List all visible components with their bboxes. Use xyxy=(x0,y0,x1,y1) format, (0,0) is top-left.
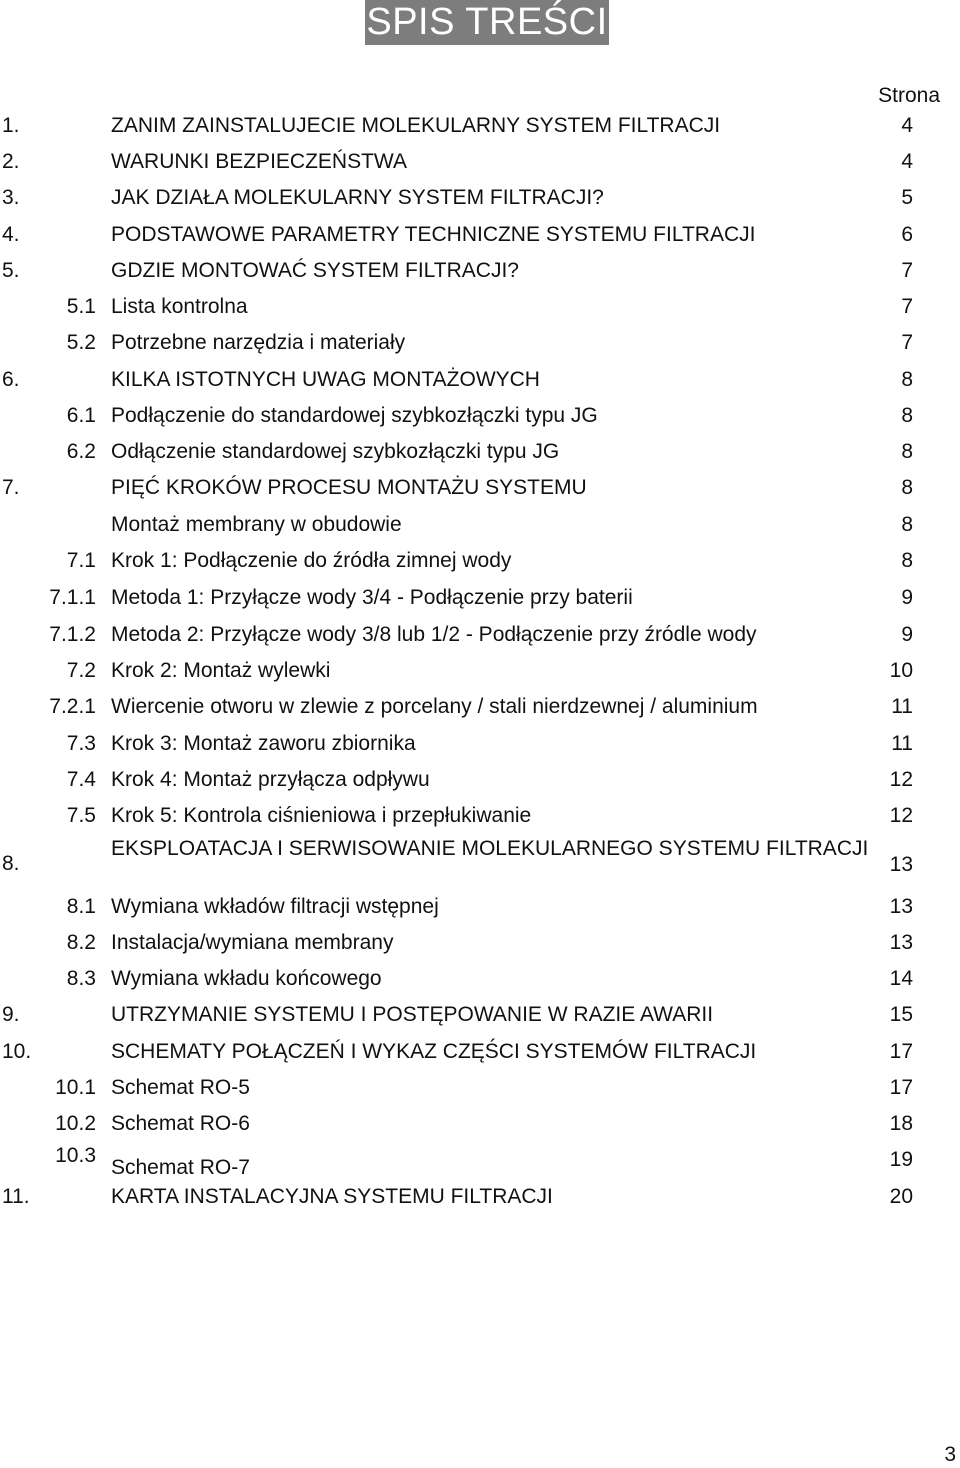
page-column-header: Strona xyxy=(878,84,940,107)
toc-entry-page: 5 xyxy=(901,186,913,209)
toc-entry[interactable] xyxy=(0,965,960,993)
toc-entry-label: SCHEMATY POŁĄCZEŃ I WYKAZ CZĘŚCI SYSTEMÓW FILTRACJI xyxy=(111,1040,757,1063)
toc-entry[interactable] xyxy=(0,221,960,249)
toc-entry-page: 8 xyxy=(901,440,913,463)
toc-entry[interactable] xyxy=(0,1183,960,1211)
toc-entry[interactable] xyxy=(0,1110,960,1138)
toc-entry[interactable] xyxy=(0,112,960,140)
toc-entry-page: 7 xyxy=(901,259,913,282)
toc-entry[interactable] xyxy=(0,547,960,575)
toc-entry-page: 8 xyxy=(901,513,913,536)
toc-entry-page: 8 xyxy=(901,404,913,427)
toc-entry[interactable] xyxy=(0,184,960,212)
toc-entry-number: 5.1 xyxy=(66,295,96,318)
toc-entry-number: 7.4 xyxy=(66,768,96,791)
toc-entry[interactable] xyxy=(0,257,960,285)
toc-entry-number: 10.2 xyxy=(55,1112,96,1135)
toc-entry-number: 5.2 xyxy=(66,331,96,354)
toc-entry-page: 6 xyxy=(901,223,913,246)
toc-entry-number: 7.1.2 xyxy=(49,623,96,646)
toc-entry-page: 7 xyxy=(901,331,913,354)
toc-entry-label: GDZIE MONTOWAĆ SYSTEM FILTRACJI? xyxy=(111,259,519,282)
toc-entry[interactable] xyxy=(0,730,960,758)
toc-entry-label: Metoda 1: Przyłącze wody 3/4 - Podłączenie przy baterii xyxy=(111,586,633,609)
toc-entry[interactable] xyxy=(0,584,960,612)
toc-entry-page: 11 xyxy=(891,732,913,755)
toc-entry-label: UTRZYMANIE SYSTEMU I POSTĘPOWANIE W RAZIE AWARII xyxy=(111,1003,714,1026)
toc-entry-number: 7. xyxy=(2,476,20,499)
toc-entry-label: Krok 2: Montaż wylewki xyxy=(111,659,331,682)
toc-entry-number: 9. xyxy=(2,1003,20,1026)
toc-entry-page: 15 xyxy=(889,1003,913,1026)
toc-entry-page: 8 xyxy=(901,476,913,499)
toc-entry-label: Lista kontrolna xyxy=(111,295,248,318)
toc-entry-page: 17 xyxy=(889,1076,913,1099)
toc-entry-number: 6.1 xyxy=(66,404,96,427)
toc-entry-page: 9 xyxy=(901,586,913,609)
toc-entry[interactable] xyxy=(0,366,960,394)
toc-entry[interactable] xyxy=(0,329,960,357)
toc-entry-label: Montaż membrany w obudowie xyxy=(111,513,402,536)
toc-entry[interactable] xyxy=(0,1001,960,1029)
toc-entry[interactable] xyxy=(0,438,960,466)
toc-entry-label: Schemat RO-6 xyxy=(111,1112,250,1135)
toc-entry-label: Potrzebne narzędzia i materiały xyxy=(111,331,406,354)
toc-entry-label: JAK DZIAŁA MOLEKULARNY SYSTEM FILTRACJI? xyxy=(111,186,604,209)
toc-entry-number: 7.5 xyxy=(66,804,96,827)
toc-entry-page: 18 xyxy=(889,1112,913,1135)
toc-entry-page: 13 xyxy=(889,895,913,918)
toc-entry-label: Krok 5: Kontrola ciśnieniowa i przepłukiwanie xyxy=(111,804,532,827)
toc-entry[interactable] xyxy=(0,1038,960,1066)
toc-entry-number: 7.1 xyxy=(66,549,96,572)
toc-entry[interactable] xyxy=(0,929,960,957)
toc-entry-number: 7.1.1 xyxy=(49,586,96,609)
toc-entry-number: 8. xyxy=(2,852,20,875)
toc-entry-page: 17 xyxy=(889,1040,913,1063)
toc-entry-page: 7 xyxy=(901,295,913,318)
toc-entry[interactable] xyxy=(0,511,960,539)
toc-entry-label: Wymiana wkładu końcowego xyxy=(111,967,382,990)
toc-entry-label: Instalacja/wymiana membrany xyxy=(111,931,394,954)
toc-entry-number: 10. xyxy=(2,1040,32,1063)
toc-entry-label: Krok 4: Montaż przyłącza odpływu xyxy=(111,768,430,791)
toc-entry[interactable] xyxy=(0,1144,960,1179)
toc-entry-page: 13 xyxy=(889,853,913,876)
toc-entry-label: Podłączenie do standardowej szybkozłączki typu JG xyxy=(111,404,598,427)
toc-entry[interactable] xyxy=(0,693,960,721)
page-title: SPIS TREŚCI xyxy=(366,1,608,43)
toc-entry-number: 7.2 xyxy=(66,659,96,682)
toc-entry-page: 20 xyxy=(889,1185,913,1208)
toc-entry[interactable] xyxy=(0,657,960,685)
toc-entry-label: EKSPLOATACJA I SERWISOWANIE MOLEKULARNEGO SYSTEMU FILTRACJI xyxy=(111,837,869,860)
toc-entry-label: Krok 1: Podłączenie do źródła zimnej wody xyxy=(111,549,512,572)
toc-entry-number: 3. xyxy=(2,186,20,209)
toc-entry-label: Schemat RO-5 xyxy=(111,1076,250,1099)
toc-entry-label: Wymiana wkładów filtracji wstępnej xyxy=(111,895,439,918)
toc-entry-label: Krok 3: Montaż zaworu zbiornika xyxy=(111,732,416,755)
toc-entry-number: 8.2 xyxy=(66,931,96,954)
toc-entry-number: 7.3 xyxy=(66,732,96,755)
toc-entry-page: 13 xyxy=(889,931,913,954)
toc-entry-label: WARUNKI BEZPIECZEŃSTWA xyxy=(111,150,407,173)
toc-entry-label: PIĘĆ KROKÓW PROCESU MONTAŻU SYSTEMU xyxy=(111,476,587,499)
toc-entry-label: KARTA INSTALACYJNA SYSTEMU FILTRACJI xyxy=(111,1185,553,1208)
toc-entry[interactable] xyxy=(0,402,960,430)
toc-entry-number: 4. xyxy=(2,223,20,246)
toc-entry-number: 6. xyxy=(2,368,20,391)
toc-entry[interactable] xyxy=(0,474,960,502)
toc-entry-number: 1. xyxy=(2,114,20,137)
toc-entry[interactable] xyxy=(0,1074,960,1102)
toc-entry[interactable] xyxy=(0,802,960,830)
toc-entry-number: 8.3 xyxy=(66,967,96,990)
toc-entry-page: 4 xyxy=(901,150,913,173)
toc-entry-page: 19 xyxy=(889,1148,913,1171)
toc-entry-page: 14 xyxy=(889,967,913,990)
toc-entry-label: Odłączenie standardowej szybkozłączki typu JG xyxy=(111,440,560,463)
toc-entry-label: KILKA ISTOTNYCH UWAG MONTAŻOWYCH xyxy=(111,368,540,391)
toc-entry[interactable] xyxy=(0,766,960,794)
toc-entry-number: 10.3 xyxy=(55,1144,96,1167)
toc-entry-label: ZANIM ZAINSTALUJECIE MOLEKULARNY SYSTEM FILTRACJI xyxy=(111,114,721,137)
toc-entry-label: PODSTAWOWE PARAMETRY TECHNICZNE SYSTEMU FILTRACJI xyxy=(111,223,756,246)
toc-entry[interactable] xyxy=(0,293,960,321)
toc-entry-page: 8 xyxy=(901,368,913,391)
toc-entry-number: 10.1 xyxy=(55,1076,96,1099)
toc-entry-page: 11 xyxy=(891,695,913,718)
toc-entry-number: 2. xyxy=(2,150,20,173)
page-number: 3 xyxy=(944,1443,956,1466)
toc-entry-page: 8 xyxy=(901,549,913,572)
toc-entry[interactable] xyxy=(0,621,960,649)
toc-entry-number: 8.1 xyxy=(66,895,96,918)
toc-entry-page: 9 xyxy=(901,623,913,646)
toc-entry-number: 11. xyxy=(2,1185,30,1208)
toc-entry-page: 10 xyxy=(889,659,913,682)
toc-entry[interactable] xyxy=(0,836,960,896)
toc-entry-page: 4 xyxy=(901,114,913,137)
toc-entry-page: 12 xyxy=(889,768,913,791)
toc-entry[interactable] xyxy=(0,148,960,176)
toc-entry-number: 6.2 xyxy=(66,440,96,463)
toc-entry-label: Schemat RO-7 xyxy=(111,1156,250,1179)
toc-entry-page: 12 xyxy=(889,804,913,827)
toc-entry-label: Wiercenie otworu w zlewie z porcelany / stali nierdzewnej / aluminium xyxy=(111,695,758,718)
toc-entry-label: Metoda 2: Przyłącze wody 3/8 lub 1/2 - Podłączenie przy źródle wody xyxy=(111,623,757,646)
toc-entry-number: 7.2.1 xyxy=(49,695,96,718)
toc-entry-number: 5. xyxy=(2,259,20,282)
toc-entry[interactable] xyxy=(0,893,960,921)
